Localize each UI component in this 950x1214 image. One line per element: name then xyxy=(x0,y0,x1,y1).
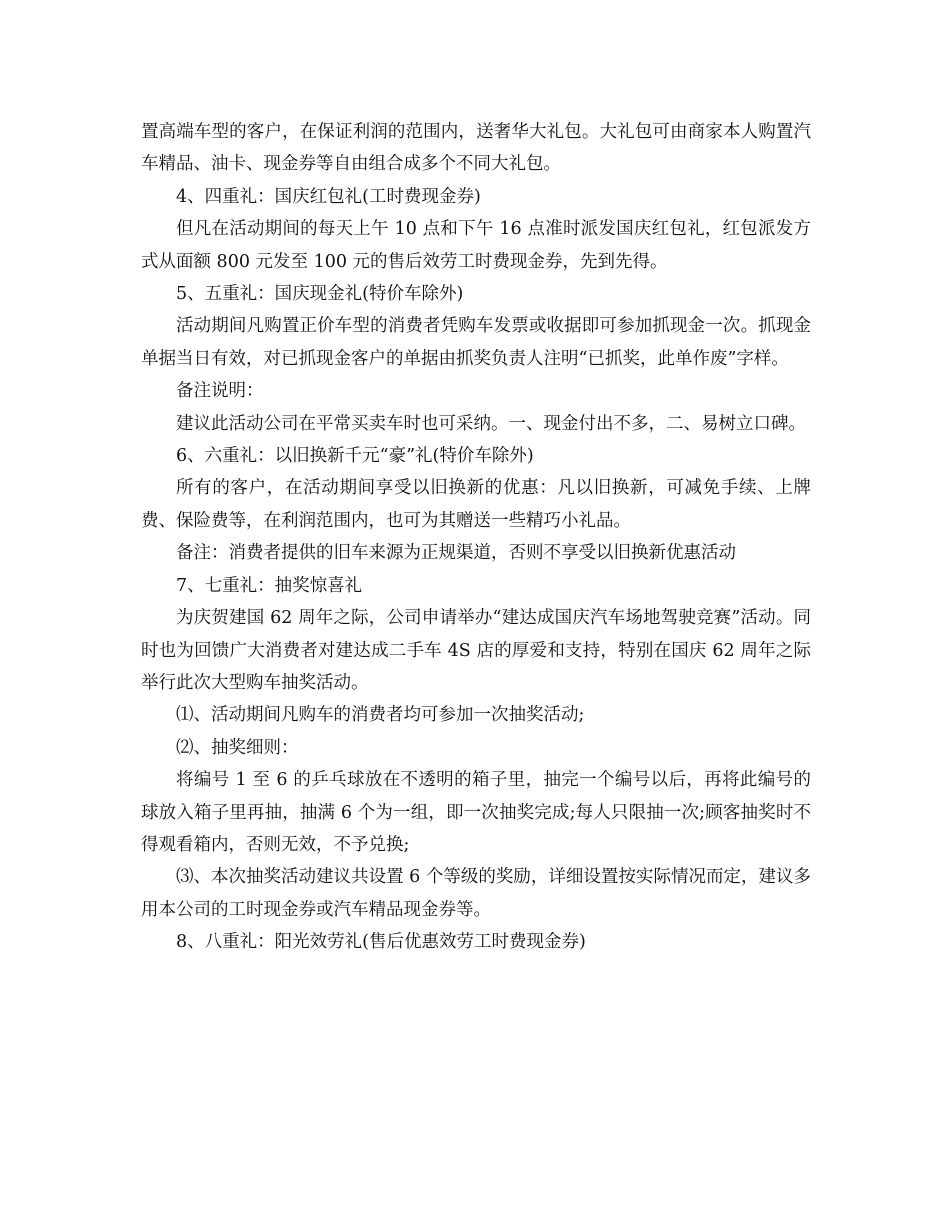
paragraph-lottery-rules: 将编号 1 至 6 的乒乓球放在不透明的箱子里，抽完一个编号以后，再将此编号的球放入箱子里再抽，抽满 6 个为一组，即一次抽奖完成;每人只限抽一次;顾客抽奖时不得观看箱内，否则无效，不予兑换; xyxy=(141,770,811,855)
list-item-lottery-2: ⑵、抽奖细则： xyxy=(176,737,299,758)
paragraph-gift-package-continued: 置高端车型的客户，在保证利润的范围内，送奢华大礼包。大礼包可由商家本人购置汽车精品、油卡、现金券等自由组合成多个不同大礼包。 xyxy=(141,122,811,175)
heading-fifth-gift: 5、五重礼：国庆现金礼(特价车除外) xyxy=(176,284,464,305)
heading-eighth-gift: 8、八重礼：阳光效劳礼(售后优惠效劳工时费现金券) xyxy=(176,932,586,953)
heading-fourth-gift: 4、四重礼：国庆红包礼(工时费现金券) xyxy=(176,186,481,207)
paragraph-cash-draw: 活动期间凡购置正价车型的消费者凭购车发票或收据即可参加抓现金一次。抓现金单据当日有效，对已抓现金客户的单据由抓奖负责人注明“已抓奖，此单作废”字样。 xyxy=(141,316,811,369)
paragraph-note-suggestion: 建议此活动公司在平常买卖车时也可采纳。一、现金付出不多，二、易树立口碑。 xyxy=(176,413,806,434)
note-trade-in: 备注：消费者提供的旧车来源为正规渠道，否则不享受以旧换新优惠活动 xyxy=(176,543,736,564)
document-body xyxy=(141,116,811,959)
note-heading: 备注说明： xyxy=(176,381,264,402)
paragraph-red-envelope: 但凡在活动期间的每天上午 10 点和下午 16 点准时派发国庆红包礼，红包派发方式从面额 800 元发至 100 元的售后效劳工时费现金券，先到先得。 xyxy=(141,219,811,272)
list-item-lottery-1: ⑴、活动期间凡购车的消费者均可参加一次抽奖活动; xyxy=(176,705,585,726)
paragraph-lottery-intro: 为庆贺建国 62 周年之际，公司申请举办“建达成国庆汽车场地驾驶竞赛”活动。同时也为回馈广大消费者对建达成二手车 4S 店的厚爱和支持，特别在国庆 62 周年之际举行此次大型购车抽奖活动。 xyxy=(141,608,811,693)
heading-seventh-gift: 7、七重礼：抽奖惊喜礼 xyxy=(176,575,363,596)
list-item-lottery-3: ⑶、本次抽奖活动建议共设置 6 个等级的奖励，详细设置按实际情况而定，建议多用本公司的工时现金券或汽车精品现金券等。 xyxy=(141,867,811,920)
paragraph-trade-in: 所有的客户，在活动期间享受以旧换新的优惠：凡以旧换新，可减免手续、上牌费、保险费等，在利润范围内，也可为其赠送一些精巧小礼品。 xyxy=(141,478,811,531)
heading-sixth-gift: 6、六重礼：以旧换新千元“豪”礼(特价车除外) xyxy=(176,446,534,467)
